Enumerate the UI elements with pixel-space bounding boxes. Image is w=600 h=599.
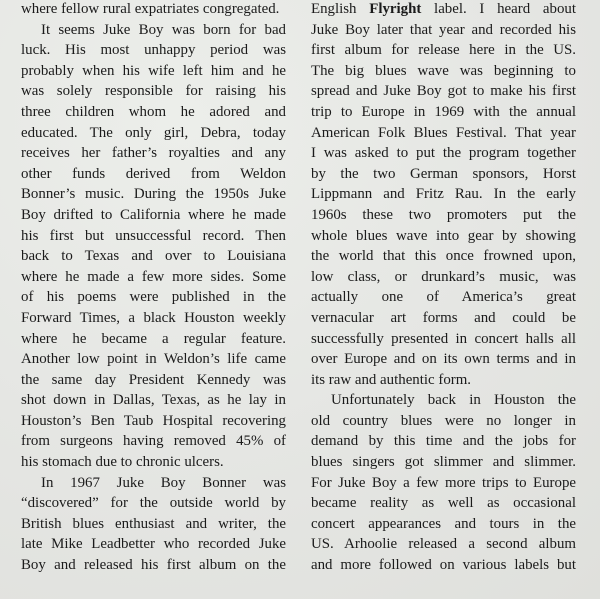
text-line: British blues enthusiast and writer, the: [21, 515, 286, 532]
text-line: of his poems were published in the: [21, 289, 286, 306]
text-line: I was asked to put the program together: [311, 145, 576, 162]
text-line: back to Texas and over to Louisiana: [21, 248, 286, 265]
text-line: educated. The only girl, Debra, today: [21, 124, 286, 141]
text-fragment: English: [311, 1, 370, 17]
text-line: three children whom he adored and: [21, 103, 286, 120]
text-line: luck. His most unhappy period was: [21, 42, 286, 59]
text-line: by the two German sponsors, Horst: [311, 165, 576, 182]
text-line: US. Arhoolie released a second album: [311, 536, 576, 553]
text-line: late Mike Leadbetter who recorded Juke: [21, 536, 286, 553]
text-line: the same day President Kennedy was: [21, 371, 286, 388]
text-line: Juke Boy later that year and recorded his: [311, 21, 576, 38]
text-line: old country blues were no longer in: [311, 412, 576, 429]
text-line: first album for release here in the US.: [311, 42, 576, 59]
text-line: actually one of America’s great: [311, 289, 576, 306]
text-line: Boy and released his first album on the: [21, 557, 286, 574]
text-line: demand by this time and the jobs for: [311, 433, 576, 450]
text-line: Lippmann and Fritz Rau. In the early: [311, 186, 576, 203]
text-line: “discovered” for the outside world by: [21, 495, 286, 512]
text-line: became reality as well as occasional: [311, 495, 576, 512]
text-line: vernacular art forms and could be: [311, 309, 576, 326]
text-line: where he made a few more sides. Some: [21, 268, 286, 285]
text-line: whole blues wave into gear by showing: [311, 227, 576, 244]
text-line: where fellow rural expatriates congregated.: [21, 1, 280, 17]
text-line: blues singers got slimmer and slimmer.: [311, 454, 576, 471]
text-line: and more followed on various labels but: [311, 557, 576, 574]
text-line: shot down in Dallas, Texas, as he lay in: [21, 392, 286, 409]
text-line: over Europe and on its own terms and in: [311, 351, 576, 368]
text-line: spread and Juke Boy got to make his first: [311, 83, 576, 100]
text-line: the world that this once frowned upon,: [311, 248, 576, 265]
text-line: Bonner’s music. During the 1950s Juke: [21, 186, 286, 203]
text-line: Boy drifted to California where he made: [21, 206, 286, 223]
text-line: 1960s these two promoters put the: [311, 206, 576, 223]
right-text-column: [311, 0, 576, 599]
text-line: other funds derived from Weldon: [21, 165, 286, 182]
text-line: his first but unsuccessful record. Then: [21, 227, 286, 244]
text-line: In 1967 Juke Boy Bonner was: [41, 474, 286, 491]
text-line: where he became a regular feature.: [21, 330, 286, 347]
text-line: trip to Europe in 1969 with the annual: [311, 103, 576, 120]
text-line: Another low point in Weldon’s life came: [21, 351, 286, 368]
text-line: its raw and authentic form.: [311, 371, 472, 388]
text-line: For Juke Boy a few more trips to Europe: [311, 474, 576, 491]
text-line: Unfortunately back in Houston the: [331, 392, 576, 409]
text-line: receives her father’s royalties and any: [21, 145, 286, 162]
text-line: The big blues wave was beginning to: [311, 62, 576, 79]
text-line: his stomach due to chronic ulcers.: [21, 454, 224, 471]
label-name-bold: Flyright: [369, 1, 422, 17]
left-text-column: [21, 0, 286, 599]
text-fragment: label. I heard about: [421, 1, 576, 17]
text-line: Forward Times, a black Houston weekly: [21, 309, 286, 326]
text-line: from surgeons having removed 45% of: [21, 433, 286, 450]
text-line: American Folk Blues Festival. That year: [311, 124, 576, 141]
text-line: was solely responsible for raising his: [21, 83, 286, 100]
text-line: low class, or drunkard’s music, was: [311, 268, 576, 285]
text-line: Houston’s Ben Taub Hospital recovering: [21, 412, 286, 429]
text-line: successfully presented in concert halls all: [311, 330, 576, 347]
text-line: [311, 0, 576, 20]
text-line: probably when his wife left him and he: [21, 62, 286, 79]
text-line: concert appearances and tours in the: [311, 515, 576, 532]
text-line: It seems Juke Boy was born for bad: [41, 21, 286, 38]
